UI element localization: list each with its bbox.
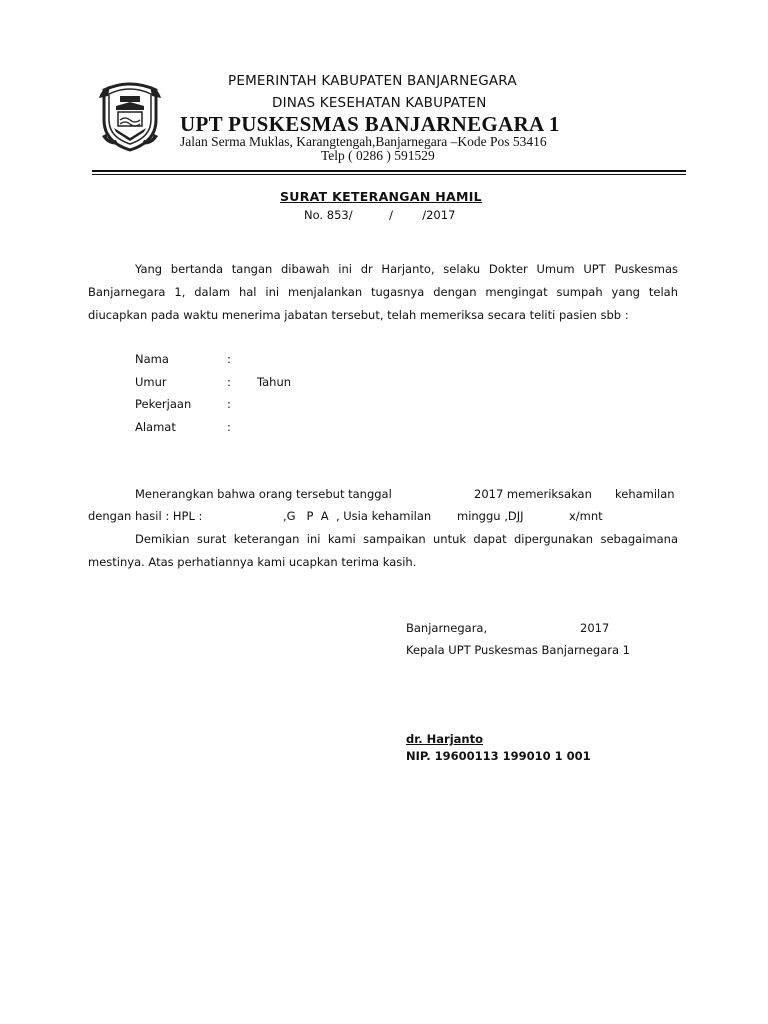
result-text-c: minggu ,DJJ <box>457 509 524 523</box>
banjarnegara-emblem-logo <box>98 80 162 152</box>
field-colon: : <box>227 420 231 434</box>
signature-year: 2017 <box>580 621 610 635</box>
signature-position: Kepala UPT Puskesmas Banjarnegara 1 <box>406 643 630 657</box>
field-label-age: Umur <box>135 375 167 389</box>
field-colon: : <box>227 352 231 366</box>
header-government-line: PEMERINTAH KABUPATEN BANJARNEGARA <box>228 73 517 89</box>
field-colon: : <box>227 397 231 411</box>
letter-number: No. 853/ / /2017 <box>304 208 456 222</box>
header-rule-thick <box>92 170 686 172</box>
field-label-occupation: Pekerjaan <box>135 397 192 411</box>
intro-line-1: Yang bertanda tangan dibawah ini dr Harjanto, selaku Dokter Umum UPT Puskesmas <box>135 262 678 276</box>
field-colon: : <box>227 375 231 389</box>
signature-place: Banjarnegara, <box>406 621 488 635</box>
signature-name: dr. Harjanto <box>406 732 483 746</box>
closing-line-2: mestinya. Atas perhatiannya kami ucapkan terima kasih. <box>88 555 417 569</box>
header-department-line: DINAS KESEHATAN KABUPATEN <box>272 95 487 111</box>
result-text-d: x/mnt <box>569 509 603 523</box>
letter-title: SURAT KETERANGAN HAMIL <box>280 189 482 204</box>
field-value-age: Tahun <box>257 375 292 389</box>
intro-line-2: Banjarnegara 1, dalam hal ini menjalankan tugasnya dengan mengingat sumpah yang telah <box>88 285 678 299</box>
statement-text-a: Menerangkan bahwa orang tersebut tanggal <box>135 487 392 501</box>
header-address: Jalan Serma Muklas, Karangtengah,Banjarnegara –Kode Pos 53416 <box>180 134 547 149</box>
field-label-address: Alamat <box>135 420 176 434</box>
statement-text-b: 2017 memeriksakan <box>474 487 592 501</box>
signature-nip: NIP. 19600113 199010 1 001 <box>406 749 591 763</box>
result-text-a: dengan hasil : HPL : <box>88 509 203 523</box>
field-label-name: Nama <box>135 352 169 366</box>
header-rule-thin <box>92 174 686 175</box>
result-text-b: ,G P A , Usia kehamilan <box>283 509 432 523</box>
header-title: UPT PUSKESMAS BANJARNEGARA 1 <box>180 112 560 136</box>
header-phone: Telp ( 0286 ) 591529 <box>321 148 435 163</box>
statement-text-c: kehamilan <box>615 487 675 501</box>
intro-line-3: diucapkan pada waktu menerima jabatan tersebut, telah memeriksa secara teliti pasien sbb : <box>88 308 629 322</box>
closing-line-1: Demikian surat keterangan ini kami sampaikan untuk dapat dipergunakan sebagaimana <box>135 532 678 546</box>
